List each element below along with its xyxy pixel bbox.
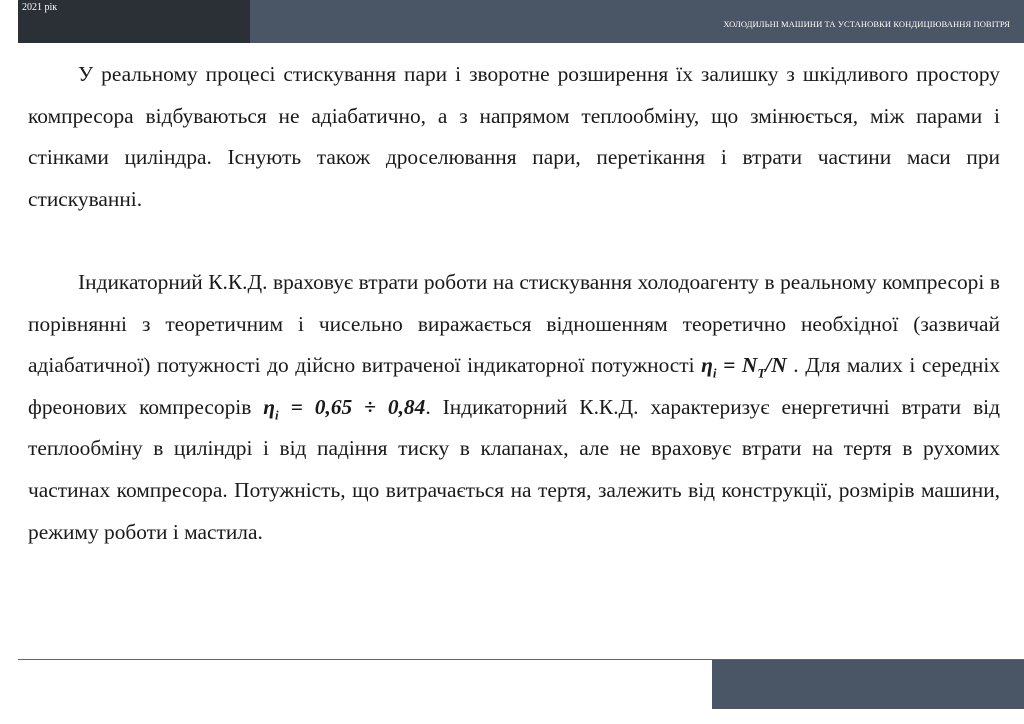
formula-range bbox=[263, 394, 426, 423]
formula-eta: η bbox=[701, 353, 713, 378]
formula-sub-i: i bbox=[712, 365, 717, 381]
header-year: 2021 рік bbox=[22, 2, 58, 13]
paragraph-2 bbox=[28, 262, 1000, 553]
paragraph-2-text-a: Індикаторний К.К.Д. враховує втрати роботи на стискування холодоагенту в реальному компресорі в порівнянні з теоретичним і чисельно виражається відношенням теоретично необхідної (зазвичай адіабатичної) потужності до дійсно витраченої індикаторної потужності bbox=[28, 269, 1000, 378]
paragraph-2-text-c: . Індикаторний К.К.Д. характеризує енергетичні втрати від теплообміну в циліндрі і від падіння тиску в клапанах, але не враховує втрати на тертя в рухомих частинах компресора. Потужність, що витрачається на тертя, залежить від конструкції, розмірів машини, режиму роботи і мастила. bbox=[28, 394, 1000, 544]
formula-sub-t: T bbox=[757, 365, 766, 381]
paragraph-2-text-b: . Для малих і середніх фреонових компресорів bbox=[28, 353, 1000, 419]
formula-eq: = N bbox=[716, 353, 758, 378]
paragraph-1: У реальному процесі стискування пари і зворотне розширення їх залишку з шкідливого простору компресора відбуваються не адіабатично, а з напрямом теплообміну, що змінюється, між парами і стінками циліндра. Існують також дроселювання пари, перетікання і втрати частини маси при стискуванні. bbox=[28, 62, 1000, 211]
formula-efficiency bbox=[701, 353, 787, 381]
formula-range-value: = 0,65 ÷ 0,84 bbox=[278, 394, 426, 419]
formula-range-eta: η bbox=[263, 394, 276, 419]
footer-bar bbox=[712, 660, 1024, 709]
header-left-bar bbox=[18, 0, 250, 43]
formula-rest: /N bbox=[765, 353, 787, 378]
header-right-bar bbox=[250, 0, 1024, 43]
header-title: ХОЛОДИЛЬНІ МАШИНИ ТА УСТАНОВКИ КОНДИЦІЮВАННЯ ПОВІТРЯ bbox=[723, 19, 1010, 29]
page-content bbox=[28, 54, 1000, 553]
formula-range-sub-i: i bbox=[275, 407, 279, 423]
